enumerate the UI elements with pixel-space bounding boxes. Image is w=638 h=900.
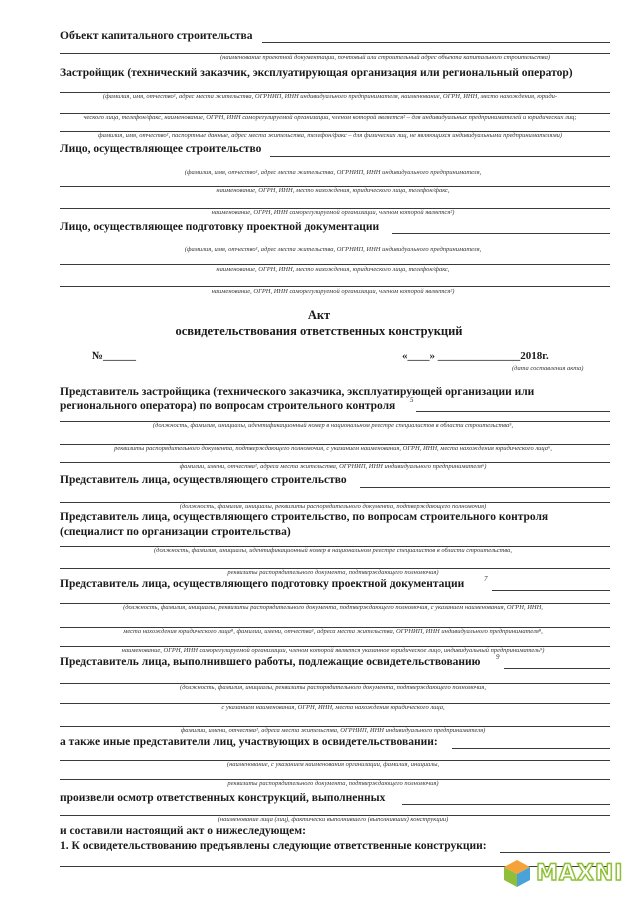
builder-control-label-2: (специалист по организации строительства) (60, 526, 291, 538)
developer-rep-label-1: Представитель застройщика (технического заказчика, эксплуатирующей организации или (60, 386, 535, 398)
designer-line-3[interactable] (60, 286, 610, 287)
maxni-cube-icon (502, 858, 532, 888)
act-number[interactable]: №______ (92, 350, 137, 362)
designer-rep-footnote: 7 (484, 575, 488, 583)
developer-caption-2: ческого лица, телефон/факс, наименование, ОГРН, ИНН саморегулируемой организации, членом которой является² – для индивидуальных предпринимателей и юридических лиц; (83, 114, 577, 121)
developer-caption-3: фамилия, имя, отчество¹, паспортные данные, адрес места жительства, телефон/факс – для физических лиц, не являющихся индивидуальными предпринимателями) (97, 132, 563, 139)
compiled-label: и составили настоящий акт о нижеследующем: (60, 825, 306, 837)
designer-caption-1: (фамилия, имя, отчество¹, адрес места жительства, ОГРНИП, ИНН индивидуального предпринимателя, (184, 246, 482, 253)
watermark-logo (502, 856, 632, 890)
others-caption-1: (наименование, с указанием наименования организации, фамилия, инициалы, (226, 761, 440, 768)
contractor-rep-caption-1: (должность, фамилия, инициалы, реквизиты распорядительного документа, подтверждающего полномочия, (180, 684, 486, 691)
developer-rep-line-1[interactable] (416, 411, 610, 412)
others-line-1[interactable] (452, 748, 610, 749)
others-label: а также иные представители лиц, участвующих в освидетельствовании: (60, 736, 438, 748)
builder-control-label-1: Представитель лица, осуществляющего строительство, по вопросам строительного контроля (60, 511, 549, 523)
designer-line-2[interactable] (60, 264, 610, 265)
builder-rep-line-1[interactable] (360, 487, 610, 488)
developer-rep-label-2: регионального оператора) по вопросам строительного контроля (60, 400, 396, 412)
developer-rep-caption-1: (должность, фамилия, инициалы, идентификационный номер в национальном реестре специалистов в области строительства⁵, (152, 422, 514, 429)
watermark-text: MAXNI (536, 861, 624, 886)
developer-rep-caption-3: фамилии, имени, отчества¹, адреса места жительства, ОГРНИП, ИНН индивидуального предпринимателя⁶) (179, 463, 487, 470)
act-subtitle: освидетельствования ответственных конструкций (175, 324, 463, 338)
builder-rep-label: Представитель лица, осуществляющего строительство (60, 474, 347, 486)
object-field-line-2[interactable] (60, 53, 610, 54)
developer-rep-caption-2: реквизиты распорядительного документа, подтверждающего полномочия, с указанием наименования, ОГРН, ИНН, места нахождения юридического лица⁶, (114, 445, 552, 452)
object-label: Объект капитального строительства (60, 30, 253, 42)
builder-caption-1: (фамилия, имя, отчество¹, адрес места жительства, ОГРНИП, ИНН индивидуального предпринимателя, (184, 169, 482, 176)
builder-label: Лицо, осуществляющее строительство (60, 143, 262, 155)
designer-rep-label: Представитель лица, осуществляющего подготовку проектной документации (60, 578, 465, 590)
developer-label: Застройщик (технический заказчик, эксплуатирующая организация или региональный оператор) (60, 67, 573, 79)
item-1-label: 1. К освидетельствованию предъявлены следующие ответственные конструкции: (60, 840, 487, 852)
contractor-rep-line-1[interactable] (504, 668, 610, 669)
designer-line-1[interactable] (392, 233, 610, 234)
contractor-rep-caption-2: с указанием наименования, ОГРН, ИНН, места нахождения юридического лица, (221, 704, 445, 711)
designer-rep-line-1[interactable] (492, 590, 610, 591)
contractor-rep-label: Представитель лица, выполнившего работы, подлежащие освидетельствованию (60, 656, 481, 668)
developer-caption-1: (фамилия, имя, отчество¹, адрес места жительства, ОГРНИП, ИНН индивидуального предпринимателя, наименование, ОГРН, ИНН, место нахождения, юриди- (102, 93, 558, 100)
inspected-caption: (наименование лица (лиц), фактически выполнившего (выполнивших) конструкции) (217, 816, 449, 823)
builder-rep-caption: (должность, фамилия, инициалы, реквизиты распорядительного документа, подтверждающего полномочия) (179, 503, 487, 510)
act-title: Акт (307, 308, 331, 322)
designer-rep-caption-1: (должность, фамилия, инициалы, реквизиты распорядительного документа, подтверждающего полномочия, с указанием наименования, ОГРН, ИНН, (123, 604, 543, 611)
builder-control-caption-1: (должность, фамилия, инициалы, идентификационный номер в национальном реестре специалистов в области строительства, (154, 547, 512, 554)
others-caption-2: реквизиты распорядительного документа, подтверждающего полномочия) (227, 780, 439, 787)
builder-control-caption-2: реквизиты распорядительного документа, подтверждающего полномочия) (227, 569, 439, 576)
builder-caption-3: наименование, ОГРН, ИНН саморегулируемой организации, членом которой является²) (211, 209, 455, 216)
item-1-line-1[interactable] (500, 852, 610, 853)
designer-label: Лицо, осуществляющее подготовку проектной документации (60, 221, 380, 233)
builder-line-1[interactable] (270, 156, 610, 157)
designer-rep-caption-3: наименование, ОГРН, ИНН саморегулируемой организации, членом которой является указанное юридическое лицо, индивидуальный предприниматель⁹) (121, 647, 545, 654)
designer-rep-caption-2: места нахождения юридического лица⁸, фамилии, имени, отчества¹, адреса места жительства, ОГРНИП, ИНН индивидуального предпринимателя⁸, (123, 628, 543, 635)
object-caption: (наименование проектной документации, почтовый или строительный адрес объекта капитального строительства) (220, 54, 550, 61)
developer-rep-footnote: 5 (410, 396, 414, 404)
designer-caption-3: наименование, ОГРН, ИНН саморегулируемой организации, членом которой является²) (211, 288, 455, 295)
inspected-label: произвели осмотр ответственных конструкций, выполненных (60, 792, 386, 804)
designer-caption-2: наименование, ОГРН, ИНН, место нахождения, юридического лица, телефон/факс, (216, 266, 450, 273)
inspected-line-1[interactable] (402, 804, 610, 805)
contractor-rep-caption-3: фамилии, имени, отчества¹, адреса места жительства, ОГРНИП, ИНН индивидуального предпринимателя) (180, 727, 486, 734)
act-date[interactable]: «____» _______________2018г. (402, 350, 549, 362)
contractor-rep-footnote: 9 (496, 653, 500, 661)
builder-caption-2: наименование, ОГРН, ИНН, место нахождения, юридического лица, телефон/факс, (216, 187, 450, 194)
object-field-line[interactable] (262, 42, 610, 43)
act-date-caption: (дата составления акта) (512, 365, 584, 372)
